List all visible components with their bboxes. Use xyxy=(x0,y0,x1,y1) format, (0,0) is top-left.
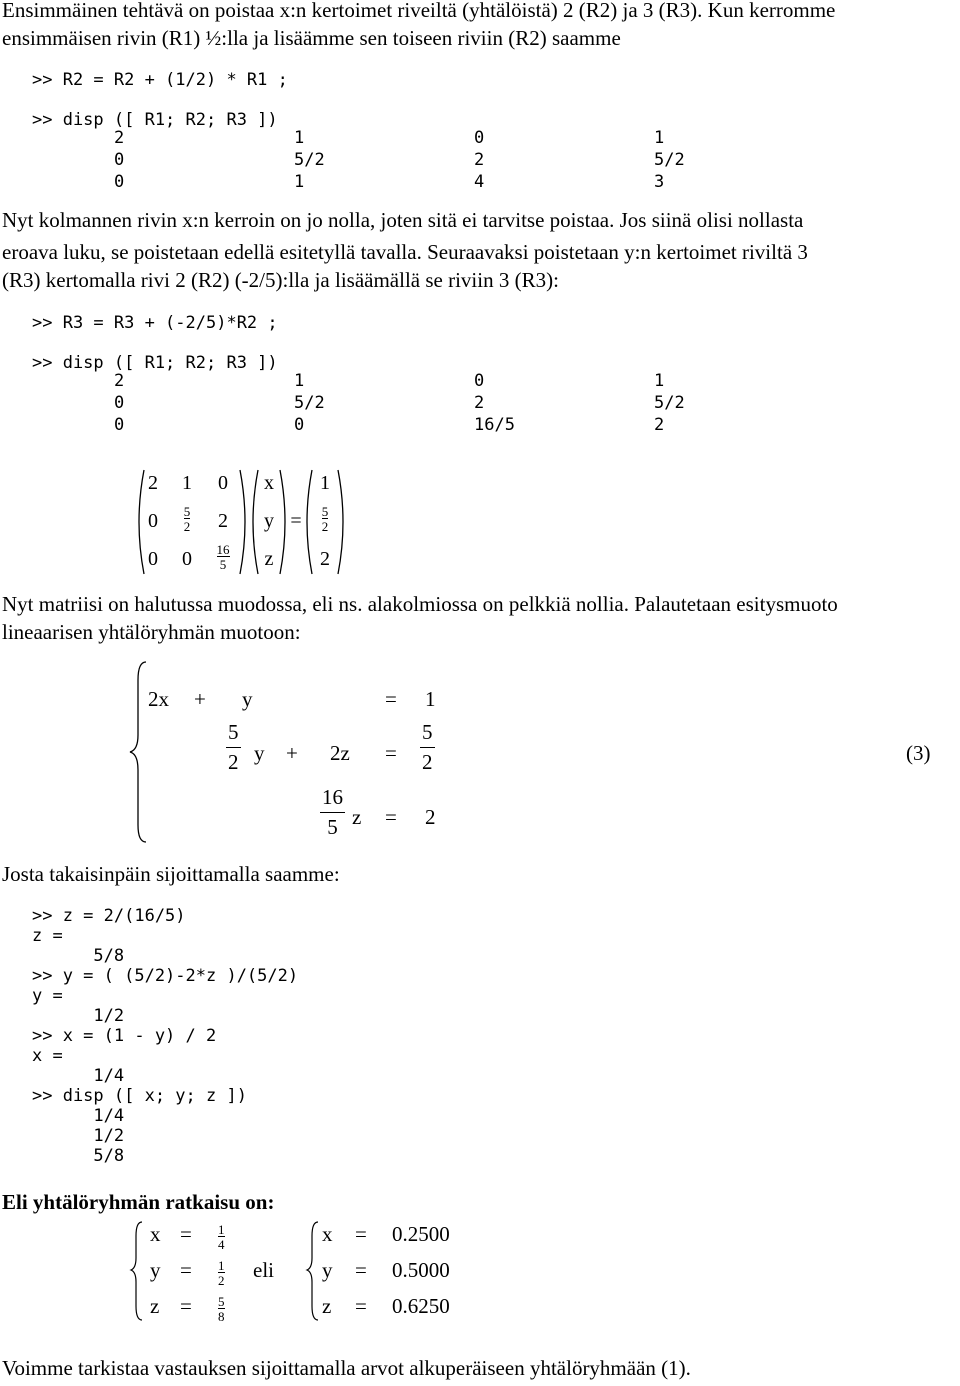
vector-x-cell: x xyxy=(264,472,274,494)
sys-r3-equals: = xyxy=(385,805,397,829)
code3-line: >> disp ([ x; y; z ]) xyxy=(32,1086,247,1106)
solution-var: y xyxy=(150,1258,161,1282)
output-cell: 1 xyxy=(294,172,305,192)
vector-b-cell: 1 xyxy=(320,472,330,494)
code2-command-2: >> disp ([ R1; R2; R3 ]) xyxy=(32,353,278,373)
solution-heading: Eli yhtälöryhmän ratkaisu on: xyxy=(2,1190,275,1214)
solution-var: x xyxy=(150,1222,161,1246)
sys-r2-equals: = xyxy=(385,741,397,765)
solution-decimal: 0.2500 xyxy=(392,1222,450,1246)
solution-eli: eli xyxy=(253,1258,274,1282)
matrix-a-cell: 0 xyxy=(182,548,192,570)
para2-line-3: (R3) kertomalla rivi 2 (R2) (-2/5):lla ja lisäämällä se riviin 3 (R3): xyxy=(2,268,559,292)
sys-r1-equals: = xyxy=(385,687,397,711)
para3-line-2: lineaarisen yhtälöryhmän muotoon: xyxy=(2,620,301,644)
output-cell: 2 xyxy=(654,415,665,435)
code1-command-1: >> R2 = R2 + (1/2) * R1 ; xyxy=(32,70,288,90)
code3-line: >> x = (1 - y) / 2 xyxy=(32,1026,217,1046)
code3-line: y = xyxy=(32,986,63,1006)
output-cell: 0 xyxy=(294,415,305,435)
output-cell: 2 xyxy=(114,371,125,391)
output-cell: 5/2 xyxy=(654,150,685,170)
vector-x-cell: z xyxy=(264,548,274,570)
output-cell: 5/2 xyxy=(294,150,325,170)
output-cell: 5/2 xyxy=(654,393,685,413)
solution-var: z xyxy=(150,1294,160,1318)
code3-line: 1/2 xyxy=(32,1126,125,1146)
sys-r3-var-z: z xyxy=(352,805,362,829)
output-cell: 16/5 xyxy=(474,415,515,435)
solution-decimal: 0.6250 xyxy=(392,1294,450,1318)
output-cell: 3 xyxy=(654,172,665,192)
solution-equals: = xyxy=(180,1222,192,1246)
output-cell: 2 xyxy=(474,393,485,413)
output-cell: 0 xyxy=(114,172,125,192)
sys-r2-term-2z: 2z xyxy=(330,741,350,765)
output-cell: 0 xyxy=(114,415,125,435)
matrix-a-cell: $\frac{5}{2}$ xyxy=(183,504,191,534)
code2-command-1: >> R3 = R3 + (-2/5)*R2 ; xyxy=(32,313,278,333)
output-cell: 5/2 xyxy=(294,393,325,413)
matrix-a-cell: 2 xyxy=(218,510,228,532)
solution-fraction: $\frac{5}{8}$ xyxy=(218,1294,225,1324)
code3-line: 5/8 xyxy=(32,1146,125,1166)
matrix-a-cell: 2 xyxy=(148,472,158,494)
solution-var: z xyxy=(322,1294,332,1318)
solution-var: y xyxy=(322,1258,333,1282)
output-cell: 0 xyxy=(474,371,485,391)
code3-line: z = xyxy=(32,926,63,946)
para4: Josta takaisinpäin sijoittamalla saamme: xyxy=(2,862,340,886)
solution-var: x xyxy=(322,1222,333,1246)
code3-line: 1/4 xyxy=(32,1066,125,1086)
solution-equals: = xyxy=(180,1294,192,1318)
closing-line: Voimme tarkistaa vastauksen sijoittamalla arvot alkuperäiseen yhtälöryhmään (1). xyxy=(2,1356,691,1380)
intro-line-1: Ensimmäinen tehtävä on poistaa x:n kertoimet riveiltä (yhtälöistä) 2 (R2) ja 3 (R3). Kun kerromme xyxy=(2,0,836,22)
output-cell: 1 xyxy=(654,128,665,148)
code3-line: >> y = ( (5/2)-2*z )/(5/2) xyxy=(32,966,299,986)
vector-x-cell: y xyxy=(264,510,274,532)
sys-r3-rhs: 2 xyxy=(425,805,436,829)
output-cell: 2 xyxy=(474,150,485,170)
matrix-a-cell: $\frac{16}{5}$ xyxy=(216,542,230,572)
output-cell: 1 xyxy=(294,371,305,391)
output-cell: 1 xyxy=(294,128,305,148)
matrix-a-cell: 0 xyxy=(218,472,228,494)
matrix-equals: = xyxy=(290,510,302,532)
output-cell: 2 xyxy=(114,128,125,148)
matrix-a-cell: 1 xyxy=(182,472,192,494)
code1-command-2: >> disp ([ R1; R2; R3 ]) xyxy=(32,110,278,130)
output-cell: 1 xyxy=(654,371,665,391)
sys-r1-term-2x: 2x xyxy=(148,687,169,711)
code3-line: 1/2 xyxy=(32,1006,125,1026)
para3-line-1: Nyt matriisi on halutussa muodossa, eli ns. alakolmiossa on pelkkiä nollia. Palautetaan esitysmuoto xyxy=(2,592,838,616)
code3-line: x = xyxy=(32,1046,63,1066)
solution-equals: = xyxy=(355,1294,367,1318)
matrix-a-cell: 0 xyxy=(148,548,158,570)
solution-decimal: 0.5000 xyxy=(392,1258,450,1282)
para2-line-1: Nyt kolmannen rivin x:n kerroin on jo nolla, joten sitä ei tarvitse poistaa. Jos siinä olisi nollasta xyxy=(2,208,804,232)
matrix-a-cell: 0 xyxy=(148,510,158,532)
intro-line-2: ensimmäisen rivin (R1) ½:lla ja lisäämme sen toiseen riviin (R2) saamme xyxy=(2,26,621,50)
output-cell: 4 xyxy=(474,172,485,192)
sys-r1-rhs: 1 xyxy=(425,687,436,711)
vector-b-cell: 2 xyxy=(320,548,330,570)
vector-b-cell: $\frac{5}{2}$ xyxy=(321,504,329,534)
code3-line: 5/8 xyxy=(32,946,125,966)
output-cell: 0 xyxy=(114,393,125,413)
output-cell: 0 xyxy=(114,150,125,170)
sys-r2-coef: $\frac{5}{2}$ xyxy=(228,720,239,774)
sys-r2-var-y: y xyxy=(254,741,265,765)
sys-r1-plus: + xyxy=(194,687,206,711)
sys-r2-rhs: $\frac{5}{2}$ xyxy=(422,720,433,774)
code3-line: >> z = 2/(16/5) xyxy=(32,906,186,926)
sys-r1-term-y: y xyxy=(242,687,253,711)
solution-fraction: $\frac{1}{2}$ xyxy=(218,1258,225,1288)
solution-fraction: $\frac{1}{4}$ xyxy=(218,1222,225,1252)
para2-line-2: eroava luku, se poistetaan edellä esitetyllä tavalla. Seuraavaksi poistetaan y:n kertoimet riviltä 3 xyxy=(2,240,808,264)
solution-equals: = xyxy=(355,1222,367,1246)
output-cell: 0 xyxy=(474,128,485,148)
sys-r2-plus: + xyxy=(286,741,298,765)
sys-r3-coef: $\frac{16}{5}$ xyxy=(322,785,343,839)
solution-equals: = xyxy=(180,1258,192,1282)
code3-line: 1/4 xyxy=(32,1106,125,1126)
solution-equals: = xyxy=(355,1258,367,1282)
equation-number: (3) xyxy=(906,741,931,765)
